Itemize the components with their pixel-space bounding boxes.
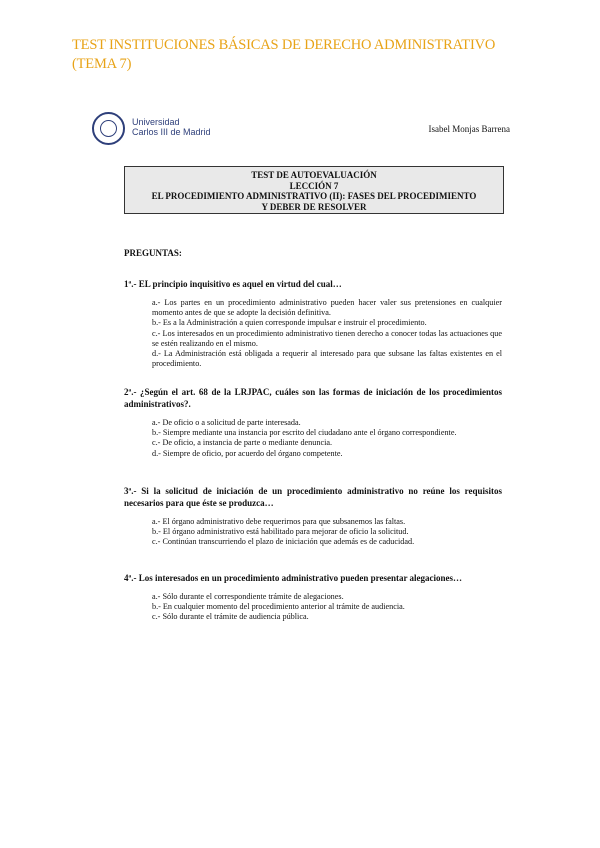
option-c: c.- Sólo durante el trámite de audiencia pública. [152,612,309,622]
title-line-2: LECCIÓN 7 [289,180,339,191]
title-line-3: EL PROCEDIMIENTO ADMINISTRATIVO (II): FASES DEL PROCEDIMIENTO [151,191,477,201]
university-seal-icon [92,112,125,145]
question-text: 3ª.- Si la solicitud de iniciación de un procedimiento administrativo no reúne los requisitos necesarios para que éste se produzca… [124,486,502,508]
option-c: c.- Continúan transcurriendo el plazo de iniciación que además es de caducidad. [152,537,415,547]
option-a: a.- Sólo durante el correspondiente trámite de alegaciones. [152,592,344,601]
option-list [152,418,502,459]
university-name-line1: Universidad [132,117,180,127]
question-text: 1ª.- EL principio inquisitivo es aquel en virtud del cual… [124,279,342,289]
option-list [152,592,502,623]
option-list [152,298,502,369]
author-name: Isabel Monjas Barrena [428,124,510,134]
option-d: d.- La Administración está obligada a requerir al interesado para que subsane las faltas existentes en el procedimiento. [152,349,502,369]
option-a: a.- El órgano administrativo debe requerirnos para que subsanemos las faltas. [152,517,406,526]
university-name-line2: Carlos III de Madrid [132,127,211,137]
option-d: d.- Siempre de oficio, por acuerdo del órgano competente. [152,448,343,458]
question-2 [124,386,502,459]
option-a: a.- Los partes en un procedimiento administrativo pueden hacer valer sus pretensiones en cualquier momento antes de que se adopte la decisión definitiva. [152,298,502,318]
section-label: PREGUNTAS: [124,248,182,258]
option-c: c.- De oficio, a instancia de parte o mediante denuncia. [152,438,333,448]
option-list [152,517,502,548]
title-line-1: TEST DE AUTOEVALUACIÓN [251,170,377,180]
question-text: 4ª.- Los interesados en un procedimiento administrativo pueden presentar alegaciones… [124,573,463,583]
question-4 [124,572,502,623]
question-3 [124,485,502,548]
option-b: b.- En cualquier momento del procedimiento anterior al trámite de audiencia. [152,602,405,612]
university-name [132,117,211,137]
option-c: c.- Los interesados en un procedimiento administrativo tienen derecho a conocer todas las actuaciones que se estén realizando en el mismo. [152,328,502,348]
option-b: b.- Siempre mediante una instancia por escrito del ciudadano ante el órgano correspondiente. [152,428,457,438]
question-1 [124,278,502,369]
option-a: a.- De oficio o a solicitud de parte interesada. [152,418,301,427]
option-b: b.- El órgano administrativo está habilitado para mejorar de oficio la solicitud. [152,527,409,537]
title-line-4: Y DEBER DE RESOLVER [261,201,367,212]
option-b: b.- Es a la Administración a quien corresponde impulsar e instruir el procedimiento. [152,318,427,328]
question-text: 2ª.- ¿Según el art. 68 de la LRJPAC, cuáles son las formas de iniciación de los procedimientos administrativos?. [124,387,502,409]
lesson-title-box [124,166,504,214]
document-title: TEST INSTITUCIONES BÁSICAS DE DERECHO ADMINISTRATIVO (TEMA 7) [72,37,496,72]
page-header [92,112,510,148]
